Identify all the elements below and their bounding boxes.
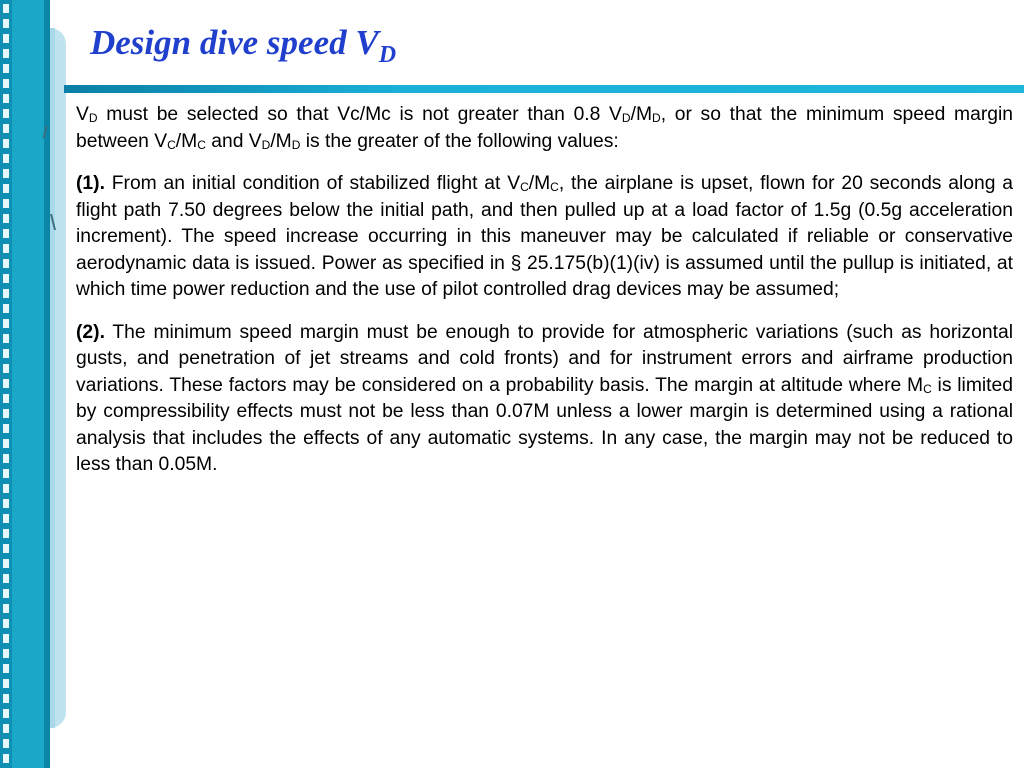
slide-title: Design dive speed $V_D$ xyxy=(90,23,397,68)
paragraph-intro: $V_D$ must be selected so that Vc/Mc is not greater than 0.8 $V_D/M_D$, or so that the minimum speed margin between $V_C/M_C$ and $V_D/M_D$ is the greater of the following values: xyxy=(76,104,1013,152)
left-decorative-strip xyxy=(0,0,50,768)
paragraph-condition-2: (2). The minimum speed margin must be enough to provide for atmospheric variations (such as horizontal gusts, and penetration of jet streams and cold fronts) and for instrument errors and airframe production variations. These factors may be considered on a probability basis. The margin at altitude where $M_C$ is limited by compressibility effects must not be less than 0.07M unless a lower margin is determined using a rational analysis that includes the effects of any automatic systems. In any case, the margin may not be reduced to less than 0.05M. xyxy=(76,321,1013,475)
title-subscript: D xyxy=(378,42,397,68)
paragraph-condition-1: (1). From an initial condition of stabilized flight at $V_C/M_C$, the airplane is upset, flown for 20 seconds along a flight path 7.50 degrees below the initial path, and then pulled up at a load factor of 1.5g (0.5g acceleration increment). The speed increase occurring in this maneuver may be calculated if reliable or conservative aerodynamic data is issued. Power as specified in § 25.175(b)(1)(iv) is assumed until the pullup is initiated, at which time power reduction and the use of pilot controlled drag devices may be assumed; xyxy=(76,173,1013,300)
dashed-marker-column xyxy=(3,4,9,768)
title-underline-bar xyxy=(64,85,1024,93)
item-label: (1). xyxy=(76,173,105,194)
item-label: (2). xyxy=(76,321,105,343)
body-text xyxy=(76,102,1013,495)
